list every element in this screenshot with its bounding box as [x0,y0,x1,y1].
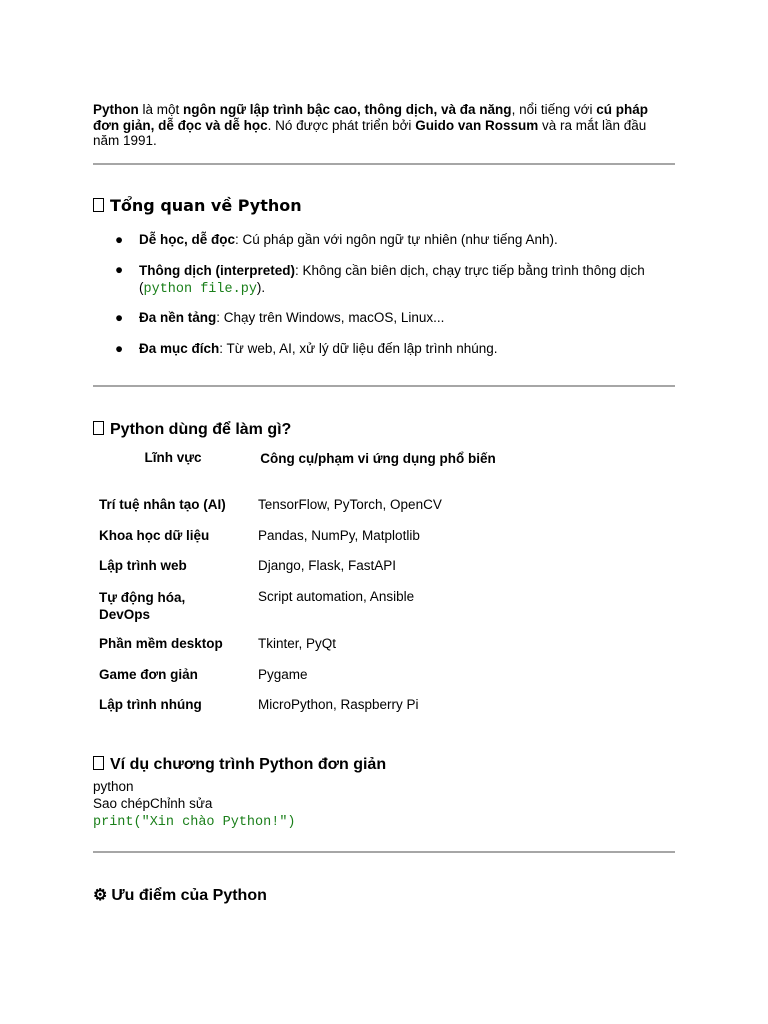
table-cell-field: Game đơn giản [99,667,198,682]
table-cell-tools: Pandas, NumPy, Matplotlib [258,528,420,543]
table-cell-field: Khoa học dữ liệu [99,528,210,543]
table-cell-field: Lập trình nhúng [99,697,202,712]
table-cell-tools: Django, Flask, FastAPI [258,558,397,573]
missing-glyph-icon [93,756,104,770]
code-language-label: python [93,779,134,794]
bullet-icon: ● [115,262,124,277]
table-cell-field: Lập trình web [99,558,187,573]
list-item: Đa nền tảng: Chạy trên Windows, macOS, Linux... [139,310,445,325]
table-cell-field: Tự động hóa, DevOps [99,590,186,622]
table-cell-field: Trí tuệ nhân tạo (AI) [99,497,226,512]
inline-code: python file.py [143,282,257,297]
overview-heading: Tổng quan về Python [93,196,302,216]
missing-glyph-icon [93,198,104,212]
horizontal-divider [93,163,675,165]
list-item: Dễ học, dễ đọc: Cú pháp gần với ngôn ngữ tự nhiên (như tiếng Anh). [139,232,558,247]
missing-glyph-icon [93,421,104,435]
table-cell-field: Phần mềm desktop [99,636,223,651]
example-heading: Ví dụ chương trình Python đơn giản [93,755,386,775]
uses-heading: Python dùng để làm gì? [93,420,291,440]
intro-paragraph: Python là một ngôn ngữ lập trình bậc cao, thông dịch, và đa năng, nổi tiếng với cú pháp đơn giản, dễ đọc và dễ học. Nó được phát triển bởi Guido van Rossum và ra mắt lần đầu năm 1991. [93,102,648,148]
edit-button[interactable]: Chỉnh sửa [150,796,213,811]
author-name: Guido van Rossum [415,117,539,133]
code-block: print("Xin chào Python!") [93,815,296,830]
bullet-icon: ● [115,232,124,247]
list-item: Đa mục đích: Từ web, AI, xử lý dữ liệu đến lập trình nhúng. [139,341,498,356]
bullet-icon: ● [115,341,124,356]
advantages-heading: ⚙ Ưu điểm của Python [93,887,267,904]
code-actions [93,796,212,812]
gear-icon: ⚙ [93,887,108,904]
bullet-icon: ● [115,310,124,325]
table-cell-tools: TensorFlow, PyTorch, OpenCV [258,497,442,512]
table-cell-tools: Pygame [258,667,308,682]
copy-button[interactable]: Sao chép [93,796,151,811]
table-cell-tools: MicroPython, Raspberry Pi [258,697,419,712]
list-item: Thông dịch (interpreted): Không cần biên dịch, chạy trực tiếp bằng trình thông dịch (python file.py). [139,263,645,297]
table-header-field: Lĩnh vực [144,450,202,465]
table-cell-tools: Tkinter, PyQt [258,636,337,651]
horizontal-divider [93,385,675,387]
table-cell-tools: Script automation, Ansible [258,589,415,604]
intro-python-term: Python [93,102,139,117]
table-header-tools: Công cụ/phạm vi ứng dụng phổ biến [260,451,496,466]
horizontal-divider [93,851,675,853]
